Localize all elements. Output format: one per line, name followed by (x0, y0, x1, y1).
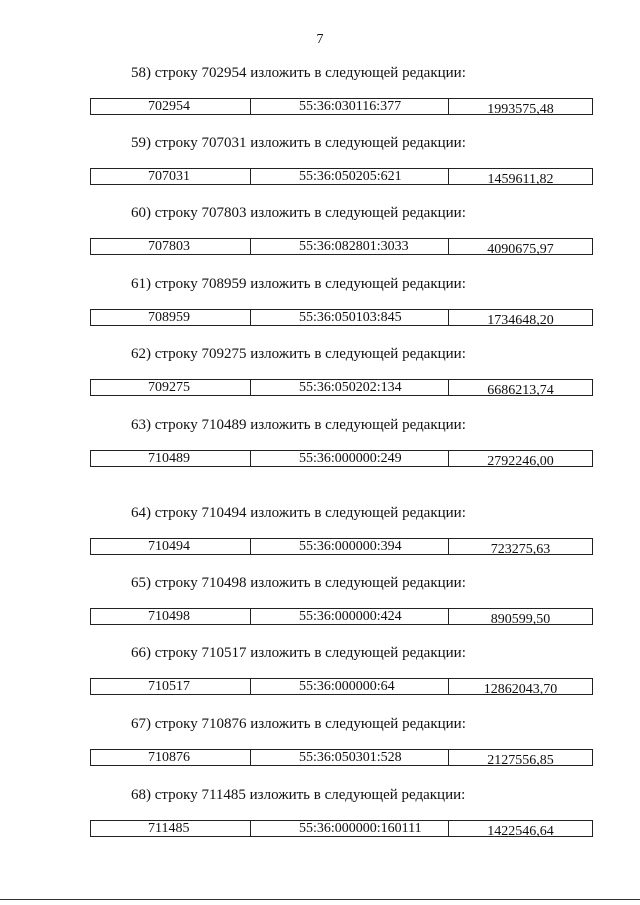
table-row (90, 379, 593, 396)
amendment-caption: 67) строку 710876 изложить в следующей редакции: (131, 716, 466, 732)
table-row (90, 820, 593, 837)
amendment-caption: 66) строку 710517 изложить в следующей редакции: (131, 645, 466, 661)
value-cell: 6686213,74 (487, 383, 554, 395)
cadastral-number-cell: 55:36:050202:134 (251, 380, 449, 395)
row-number-cell: 709275 (91, 380, 251, 395)
table-row (90, 450, 593, 467)
table-row (90, 538, 593, 555)
cadastral-number-cell: 55:36:000000:160111 (251, 821, 449, 836)
row-number-cell: 711485 (91, 821, 251, 836)
value-cell: 4090675,97 (487, 242, 554, 254)
value-cell: 1459611,82 (487, 172, 554, 184)
cadastral-number-cell: 55:36:000000:249 (251, 451, 449, 466)
row-number-cell: 710489 (91, 451, 251, 466)
table-row (90, 98, 593, 115)
table-row (90, 608, 593, 625)
page-number: 7 (316, 32, 324, 47)
cadastral-number-cell: 55:36:050103:845 (251, 310, 449, 325)
row-number-cell: 710517 (91, 679, 251, 694)
table-row (90, 168, 593, 185)
value-cell: 723275,63 (490, 542, 551, 554)
cadastral-number-cell: 55:36:000000:64 (251, 679, 449, 694)
cadastral-number-cell: 55:36:050205:621 (251, 169, 449, 184)
cadastral-number-cell: 55:36:000000:424 (251, 609, 449, 624)
amendment-caption: 62) строку 709275 изложить в следующей редакции: (131, 346, 466, 362)
value-cell: 12862043,70 (483, 682, 558, 694)
cadastral-number-cell: 55:36:000000:394 (251, 539, 449, 554)
value-cell: 890599,50 (490, 612, 551, 624)
amendment-caption: 68) строку 711485 изложить в следующей редакции: (131, 787, 466, 803)
row-number-cell: 707031 (91, 169, 251, 184)
table-row (90, 678, 593, 695)
cadastral-number-cell: 55:36:082801:3033 (251, 239, 449, 254)
cadastral-number-cell: 55:36:030116:377 (251, 99, 449, 114)
row-number-cell: 702954 (91, 99, 251, 114)
bottom-divider (0, 899, 640, 900)
amendment-caption: 61) строку 708959 изложить в следующей редакции: (131, 276, 466, 292)
amendment-caption: 58) строку 702954 изложить в следующей редакции: (131, 65, 466, 81)
amendment-caption: 60) строку 707803 изложить в следующей редакции: (131, 205, 466, 221)
row-number-cell: 707803 (91, 239, 251, 254)
row-number-cell: 710876 (91, 750, 251, 765)
table-row (90, 749, 593, 766)
row-number-cell: 710498 (91, 609, 251, 624)
table-row (90, 309, 593, 326)
value-cell: 2792246,00 (487, 454, 554, 466)
row-number-cell: 708959 (91, 310, 251, 325)
value-cell: 1422546,64 (487, 824, 554, 836)
table-row (90, 238, 593, 255)
amendment-caption: 64) строку 710494 изложить в следующей редакции: (131, 505, 466, 521)
row-number-cell: 710494 (91, 539, 251, 554)
cadastral-number-cell: 55:36:050301:528 (251, 750, 449, 765)
value-cell: 1734648,20 (487, 313, 554, 325)
value-cell: 2127556,85 (487, 753, 554, 765)
value-cell: 1993575,48 (487, 102, 554, 114)
amendment-caption: 59) строку 707031 изложить в следующей редакции: (131, 135, 466, 151)
amendment-caption: 65) строку 710498 изложить в следующей редакции: (131, 575, 466, 591)
amendment-caption: 63) строку 710489 изложить в следующей редакции: (131, 417, 466, 433)
